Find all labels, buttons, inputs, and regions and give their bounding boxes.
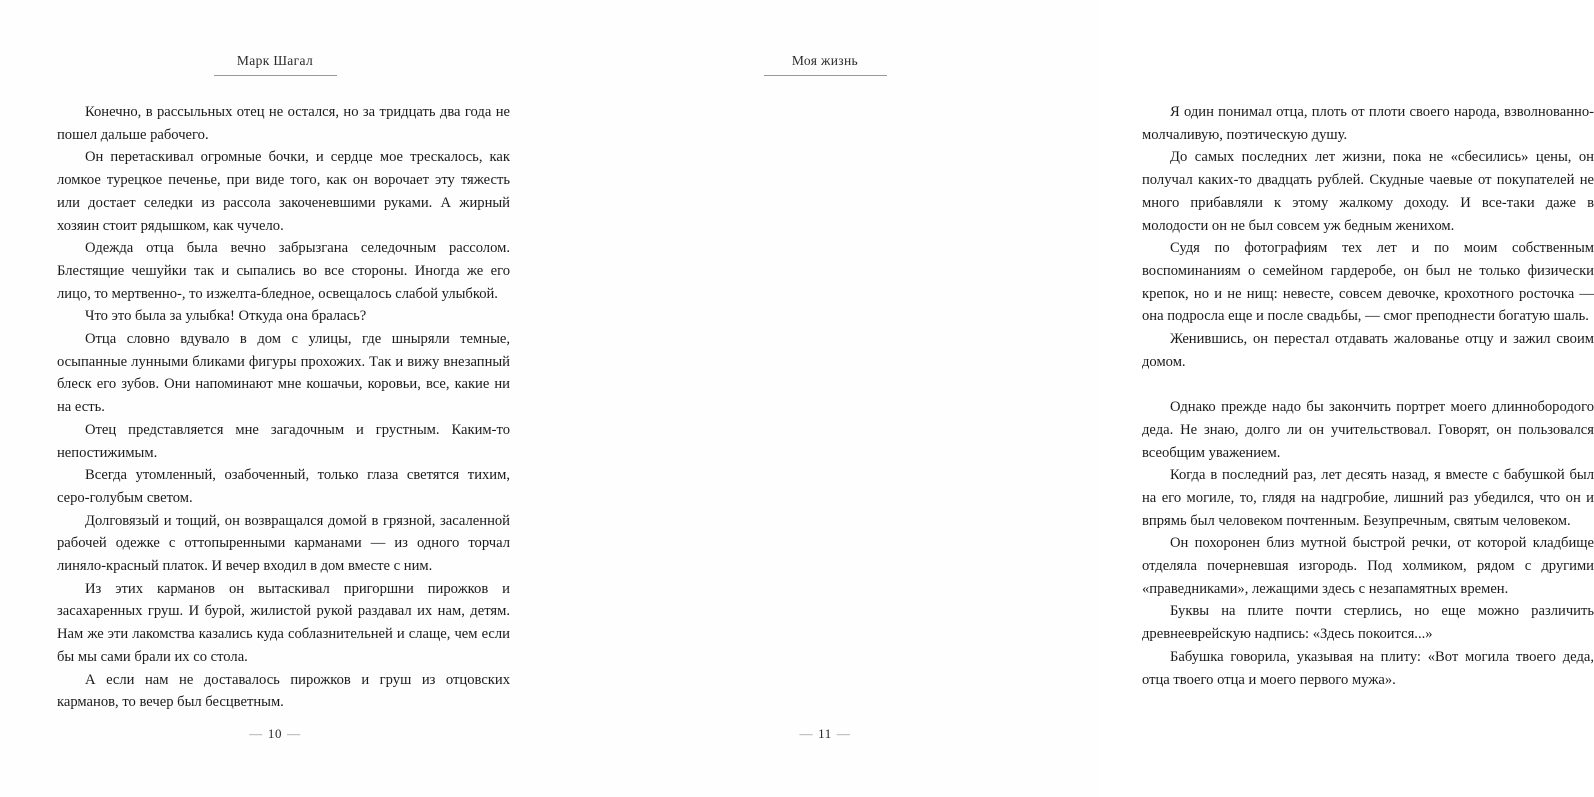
paragraph: Из этих карманов он вытаскивал пригоршни пирожков и засахаренных груш. И бурой, жилистой рукой раздавал их нам, детям. Нам же эти лакомства казались куда соблазнительней и слаще, чем если бы мы сами брали их со стола.	[57, 580, 510, 665]
running-head-left-inner	[214, 53, 337, 76]
folio-right-dash-end: —	[836, 726, 851, 741]
body-text-left	[57, 101, 510, 714]
running-head-right-inner	[764, 53, 887, 76]
paragraph: До самых последних лет жизни, пока не «сбесились» цены, он получал каких-то двадцать рублей. Скудные чаевые от покупателей не много прибавляли к этому жалкому доходу. И все-таки даже в молодости он не был совсем уж бедным женихом.	[1142, 149, 1594, 234]
paragraph: Что это была за улыбка! Откуда она бралась?	[85, 308, 367, 325]
paragraph: Однако прежде надо бы закончить портрет моего длиннобородого деда. Не знаю, долго ли он учительствовал. Говорят, он пользовался всеобщим уважением.	[1142, 399, 1594, 461]
paragraph: Я один понимал отца, плоть от плоти своего народа, взволнованно-молчаливую, поэтическую душу.	[1142, 104, 1594, 143]
paragraph: Буквы на плите почти стерлись, но еще можно различить древнееврейскую надпись: «Здесь покоится...»	[1142, 603, 1594, 643]
running-head-right-title: Моя жизнь	[791, 53, 859, 68]
folio-left-dash-end: —	[287, 726, 301, 741]
paragraph: Отца словно вдувало в дом с улицы, где шныряли темные, осыпанные лунными бликами фигуры прохожих. Так и вижу внезапный блеск его зубов. Они напоминают мне кошачьи, коровьи, все, какие ни на есть.	[57, 331, 510, 416]
paragraph: Конечно, в рассыльных отец не остался, но за тридцать два года не пошел дальше рабочего.	[57, 104, 510, 143]
body-text-right	[1142, 101, 1594, 691]
folio-left-dash-start: —	[249, 726, 263, 741]
folio-right-dash-start: —	[799, 726, 814, 741]
paragraph: Судя по фотографиям тех лет и по моим собственным воспоминаниям о семейном гардеробе, он был не только физически крепок, но и не нищ: невесте, совсем девочке, крохотного росточка — она подросла еще и после свадьбы, — смог преподнести богатую шаль.	[1142, 240, 1594, 325]
paragraph: Долговязый и тощий, он возвращался домой в грязной, засаленной рабочей одежке с оттопыренными карманами — из одного торчал линяло-красный платок. И вечер входил в дом вместе с ним.	[57, 512, 510, 575]
paragraph: Он перетаскивал огромные бочки, и сердце мое трескалось, как ломкое турецкое печенье, при виде того, как он ворочает эту тяжесть или достает селедки из рассола закоченевшими руками. А жирный хозяин стоит рядышком, как чучело.	[57, 149, 510, 234]
paragraph: Он похоронен близ мутной быстрой речки, от которой кладбище отделяла почерневшая изгородь. Под холмиком, рядом с другими «праведниками», лежащими здесь с незапамятных времен.	[1142, 535, 1594, 597]
running-head-left	[0, 52, 550, 76]
paragraph: Одежда отца была вечно забрызгана селедочным рассолом. Блестящие чешуйки так и сыпались во все стороны. Иногда же его лицо, то мертвенно-, то изжелта-бледное, освещалось слабой улыбкой.	[57, 240, 510, 302]
folio-right-number: 11	[818, 726, 832, 741]
running-head-left-title: Марк Шагал	[236, 53, 314, 68]
page-verso	[0, 0, 550, 797]
paragraph: Женившись, он перестал отдавать жалованье отцу и зажил своим домом.	[1142, 331, 1594, 370]
folio-left	[0, 726, 550, 742]
running-head-right-rule	[764, 75, 887, 76]
folio-right	[550, 726, 1100, 742]
paragraph: А если нам не доставалось пирожков и груш из отцовских карманов, то вечер был бесцветным.	[57, 671, 510, 711]
paragraph: Отец представляется мне загадочным и грустным. Каким-то непостижимым.	[57, 421, 510, 461]
running-head-right	[550, 52, 1100, 76]
folio-left-number: 10	[267, 726, 283, 741]
running-head-left-rule	[214, 75, 337, 76]
paragraph: Когда в последний раз, лет десять назад, я вместе с бабушкой был на его могиле, то, глядя на надгробие, лишний раз убедился, что он и впрямь был человеком почтенным. Безупречным, святым человеком.	[1142, 467, 1594, 529]
paragraph: Бабушка говорила, указывая на плиту: «Вот могила твоего деда, отца твоего отца и моего первого мужа».	[1142, 648, 1594, 688]
page-recto	[550, 0, 1594, 797]
paragraph: Всегда утомленный, озабоченный, только глаза светятся тихим, серо-голубым светом.	[57, 467, 510, 506]
